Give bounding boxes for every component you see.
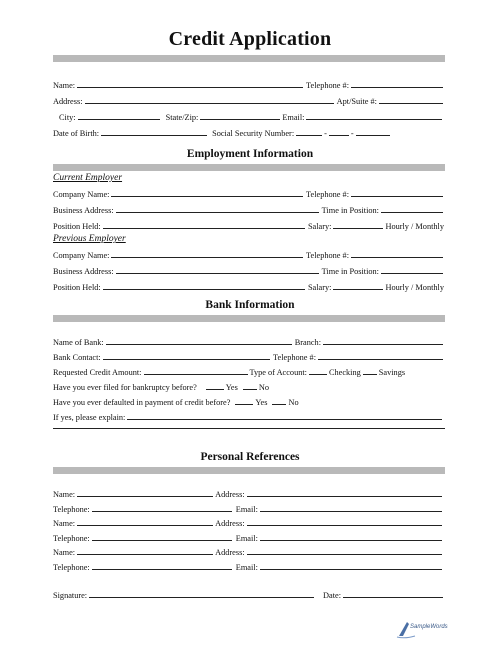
state-zip-label: State/Zip: [165, 113, 199, 122]
reference-2-telephone-field[interactable] [92, 540, 232, 541]
bank-contact-label: Bank Contact: [53, 353, 101, 362]
current-employer-label: Current Employer [53, 173, 123, 183]
apt-suite-field[interactable] [379, 103, 443, 104]
no-label: No [288, 398, 299, 407]
hourly-monthly-label: Hourly / Monthly [385, 222, 444, 231]
current-position-row [53, 219, 445, 231]
bank-divider [53, 315, 445, 322]
telephone-label: Telephone #: [306, 251, 349, 260]
signature-label: Signature: [53, 591, 88, 600]
reference-1-address-field[interactable] [247, 496, 442, 497]
telephone-label: Telephone #: [306, 81, 349, 90]
dob-label: Date of Birth: [53, 129, 100, 138]
hourly-monthly-label: Hourly / Monthly [385, 283, 444, 292]
default-yes-field[interactable] [235, 404, 253, 405]
yes-label: Yes [255, 398, 268, 407]
name-field[interactable] [77, 87, 303, 88]
reference-name-label: Name: [53, 490, 76, 499]
requested-credit-field[interactable] [144, 374, 248, 375]
business-address-label: Business Address: [53, 267, 114, 276]
checking-checkbox[interactable] [309, 374, 327, 375]
reference-1-name-row [53, 487, 445, 499]
current-company-row [53, 187, 445, 199]
telephone-field[interactable] [351, 87, 443, 88]
explain-field[interactable] [127, 419, 442, 420]
reference-2-address-field[interactable] [247, 525, 442, 526]
ssn-dash: - [350, 129, 354, 138]
state-zip-field[interactable] [200, 119, 280, 120]
previous-address-row [53, 264, 445, 276]
reference-email-label: Email: [235, 505, 258, 514]
bank-contact-row [53, 350, 445, 362]
explain-row [53, 410, 445, 422]
current-time-in-position-field[interactable] [381, 212, 443, 213]
current-salary-field[interactable] [333, 228, 383, 229]
reference-2-contact-row [53, 531, 445, 543]
date-field[interactable] [343, 597, 443, 598]
references-heading: Personal References [200, 451, 300, 463]
bankruptcy-row [53, 380, 445, 392]
ssn-dash: - [324, 129, 327, 138]
default-question: Have you ever defaulted in payment of credit before? [53, 398, 231, 407]
ssn-part3-field[interactable] [356, 135, 390, 136]
position-held-label: Position Held: [53, 222, 101, 231]
city-label: City: [59, 113, 76, 122]
apt-suite-label: Apt/Suite #: [336, 97, 377, 106]
city-field[interactable] [78, 119, 160, 120]
reference-2-name-row [53, 516, 445, 528]
previous-position-row [53, 280, 445, 292]
name-row [53, 78, 445, 90]
name-of-bank-label: Name of Bank: [53, 338, 104, 347]
reference-3-name-row [53, 545, 445, 557]
reference-address-label: Address: [215, 519, 245, 528]
branch-label: Branch: [294, 338, 321, 347]
salary-label: Salary: [307, 283, 332, 292]
branch-field[interactable] [323, 344, 443, 345]
reference-email-label: Email: [235, 563, 258, 572]
previous-employer-label: Previous Employer [53, 234, 126, 244]
reference-1-name-field[interactable] [77, 496, 213, 497]
ssn-part2-field[interactable] [329, 135, 349, 136]
signature-row [53, 588, 445, 600]
business-address-label: Business Address: [53, 206, 114, 215]
reference-address-label: Address: [215, 490, 245, 499]
reference-3-address-field[interactable] [247, 554, 442, 555]
previous-telephone-field[interactable] [351, 257, 443, 258]
default-no-field[interactable] [272, 404, 286, 405]
bank-heading: Bank Information [205, 299, 295, 311]
previous-position-field[interactable] [103, 289, 305, 290]
reference-3-contact-row [53, 560, 445, 572]
reference-3-telephone-field[interactable] [92, 569, 232, 570]
telephone-label: Telephone #: [306, 190, 349, 199]
company-name-label: Company Name: [53, 251, 110, 260]
requested-credit-row [53, 365, 445, 377]
no-label: No [258, 383, 269, 392]
employment-heading: Employment Information [186, 148, 314, 160]
bank-contact-field[interactable] [103, 359, 270, 360]
previous-company-row [53, 248, 445, 260]
current-telephone-field[interactable] [351, 196, 443, 197]
time-in-position-label: Time in Position: [321, 267, 379, 276]
position-held-label: Position Held: [53, 283, 101, 292]
reference-name-label: Name: [53, 548, 76, 557]
reference-3-name-field[interactable] [77, 554, 213, 555]
bankruptcy-yes-field[interactable] [206, 389, 224, 390]
previous-company-field[interactable] [111, 257, 303, 258]
bank-name-row [53, 335, 445, 347]
city-row [53, 110, 445, 122]
previous-business-address-field[interactable] [116, 273, 319, 274]
employment-divider [53, 164, 445, 171]
type-of-account-label: Type of Account: [249, 368, 307, 377]
reference-1-telephone-field[interactable] [92, 511, 232, 512]
savings-checkbox[interactable] [363, 374, 377, 375]
current-position-field[interactable] [103, 228, 305, 229]
signature-field[interactable] [89, 597, 314, 598]
reference-telephone-label: Telephone: [53, 563, 90, 572]
title-divider [53, 55, 445, 62]
reference-2-name-field[interactable] [77, 525, 213, 526]
reference-2-email-field[interactable] [260, 540, 442, 541]
date-label: Date: [323, 591, 341, 600]
savings-label: Savings [378, 368, 406, 377]
email-label: Email: [282, 113, 305, 122]
current-business-address-field[interactable] [116, 212, 319, 213]
reference-1-email-field[interactable] [260, 511, 442, 512]
current-address-row [53, 203, 445, 215]
reference-3-email-field[interactable] [260, 569, 442, 570]
address-row [53, 94, 445, 106]
reference-telephone-label: Telephone: [53, 505, 90, 514]
reference-telephone-label: Telephone: [53, 534, 90, 543]
name-label: Name: [53, 81, 76, 90]
reference-email-label: Email: [235, 534, 258, 543]
reference-address-label: Address: [215, 548, 245, 557]
bankruptcy-question: Have you ever filed for bankruptcy before? [53, 383, 197, 392]
ssn-label: Social Security Number: [212, 129, 295, 138]
salary-label: Salary: [307, 222, 332, 231]
yes-label: Yes [225, 383, 238, 392]
logo-text: SampleWords [410, 624, 448, 630]
default-row [53, 395, 445, 407]
name-of-bank-field[interactable] [106, 344, 292, 345]
time-in-position-label: Time in Position: [321, 206, 379, 215]
page-title: Credit Application [168, 28, 332, 50]
checking-label: Checking [328, 368, 361, 377]
current-company-field[interactable] [111, 196, 303, 197]
dob-row [53, 126, 445, 138]
explain-label: If yes, please explain: [53, 413, 126, 422]
company-name-label: Company Name: [53, 190, 110, 199]
address-field[interactable] [85, 103, 334, 104]
previous-salary-field[interactable] [333, 289, 383, 290]
dob-field[interactable] [101, 135, 207, 136]
email-field[interactable] [306, 119, 442, 120]
address-label: Address: [53, 97, 83, 106]
bankruptcy-no-field[interactable] [243, 389, 257, 390]
requested-credit-label: Requested Credit Amount: [53, 368, 142, 377]
previous-time-in-position-field[interactable] [381, 273, 443, 274]
explain-field-line-2[interactable] [53, 428, 445, 429]
ssn-part1-field[interactable] [296, 135, 322, 136]
telephone-label: Telephone #: [273, 353, 316, 362]
bank-telephone-field[interactable] [318, 359, 443, 360]
reference-1-contact-row [53, 502, 445, 514]
references-divider [53, 467, 445, 474]
reference-name-label: Name: [53, 519, 76, 528]
